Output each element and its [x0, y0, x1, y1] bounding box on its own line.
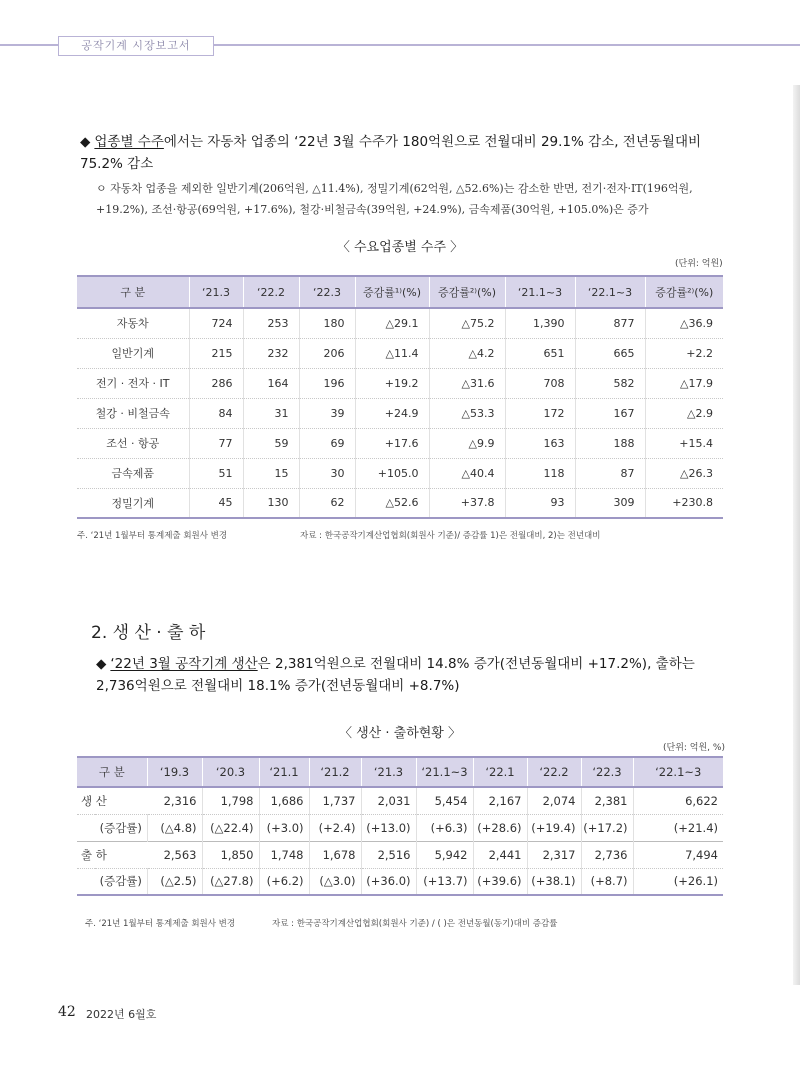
- table-cell: 30: [299, 458, 355, 488]
- table-cell: 77: [189, 428, 243, 458]
- production-header-cell: ‘22.1: [473, 757, 527, 787]
- table-cell: △29.1: [355, 308, 429, 338]
- demand-table-header-row: [77, 276, 723, 308]
- table-cell: (△2.5): [147, 868, 202, 895]
- table-cell: △2.9: [645, 398, 723, 428]
- table-cell: (+13.0): [361, 814, 416, 841]
- table-cell: △17.9: [645, 368, 723, 398]
- table-cell: (+6.3): [416, 814, 473, 841]
- table-cell: △36.9: [645, 308, 723, 338]
- table-cell: 1,686: [259, 787, 309, 814]
- production-table-title: 〈 생산 · 출하현황 〉: [338, 726, 461, 741]
- table-row: [77, 428, 723, 458]
- table-cell: (+21.4): [633, 814, 723, 841]
- table-cell: 1,748: [259, 841, 309, 868]
- table-cell: (△4.8): [147, 814, 202, 841]
- table-cell: △40.4: [429, 458, 505, 488]
- table-cell: 7,494: [633, 841, 723, 868]
- table-cell: 2,167: [473, 787, 527, 814]
- production-header-cell: ‘21.3: [361, 757, 416, 787]
- table-cell: 1,678: [309, 841, 361, 868]
- table-cell: (+17.2): [581, 814, 633, 841]
- section-title: 2. 생 산 · 출 하: [91, 623, 206, 643]
- table-cell: 84: [189, 398, 243, 428]
- demand-header-cell: 증감률²⁾(%): [645, 276, 723, 308]
- table-cell: (+8.7): [581, 868, 633, 895]
- table-row: [77, 308, 723, 338]
- table-cell: 2,316: [147, 787, 202, 814]
- table-cell: 2,031: [361, 787, 416, 814]
- table-cell: △52.6: [355, 488, 429, 518]
- production-header-cell: ‘19.3: [147, 757, 202, 787]
- table-cell: 2,074: [527, 787, 581, 814]
- demand-header-cell: ‘22.3: [299, 276, 355, 308]
- demand-header-cell: ‘21.3: [189, 276, 243, 308]
- table-cell: (+28.6): [473, 814, 527, 841]
- table-cell: (+6.2): [259, 868, 309, 895]
- table-cell: (+39.6): [473, 868, 527, 895]
- production-header-cell: ‘21.1: [259, 757, 309, 787]
- table-cell: (+3.0): [259, 814, 309, 841]
- table-cell: 130: [243, 488, 299, 518]
- demand-note-right: 자료 : 한국공작기계산업협회(회원사 기준)/ 증감률 1)은 전월대비, 2)는 전년대비: [300, 531, 601, 541]
- table-cell: 665: [575, 338, 645, 368]
- table-cell: 118: [505, 458, 575, 488]
- production-table-unit: (단위: 억원, %): [663, 743, 725, 753]
- production-table-header-row: [77, 757, 723, 787]
- table-cell: 206: [299, 338, 355, 368]
- row-category-label: 생 산: [77, 787, 147, 814]
- table-cell: △53.3: [429, 398, 505, 428]
- table-cell: 59: [243, 428, 299, 458]
- table-cell: 196: [299, 368, 355, 398]
- table-cell: 172: [505, 398, 575, 428]
- table-cell: 2,317: [527, 841, 581, 868]
- production-header-cell: ‘22.1~3: [633, 757, 723, 787]
- table-cell: (+13.7): [416, 868, 473, 895]
- table-cell: 164: [243, 368, 299, 398]
- table-cell: △9.9: [429, 428, 505, 458]
- table-cell: 232: [243, 338, 299, 368]
- production-bullet-text: 은 2,381억원으로 전월대비 14.8% 증가(전년동월대비 +17.2%), 출하는 2,736억원으로 전월대비 18.1% 증가(전년동월대비 +8.7%): [96, 656, 695, 694]
- table-row: [77, 868, 723, 895]
- industry-name: 정밀기계: [77, 488, 189, 518]
- table-row: [77, 398, 723, 428]
- diamond-bullet-icon: ◆: [96, 656, 107, 672]
- table-cell: 93: [505, 488, 575, 518]
- table-cell: (△3.0): [309, 868, 361, 895]
- demand-table: [77, 275, 723, 519]
- demand-header-cell: 증감률²⁾(%): [429, 276, 505, 308]
- orders-sub-bullet: ㅇ 자동차 업종을 제외한 일반기계(206억원, △11.4%), 정밀기계(62억원, △52.6%)는 감소한 반면, 전기·전자·IT(196억원, +19.2%), 조선·항공(69억원, +17.6%), 철강·비철금속(39억원, +24.9%), 금속제품(30억원, +105.0%)은 증가: [96, 182, 693, 216]
- demand-note-left: 주. ‘21년 1월부터 통계제출 회원사 변경: [77, 531, 228, 541]
- issue-label: 2022년 6월호: [86, 1008, 157, 1021]
- production-header-cell: ‘21.1~3: [416, 757, 473, 787]
- orders-bullet: [80, 131, 740, 175]
- industry-name: 전기 · 전자 · IT: [77, 368, 189, 398]
- table-cell: 1,390: [505, 308, 575, 338]
- table-cell: 2,563: [147, 841, 202, 868]
- table-cell: 69: [299, 428, 355, 458]
- table-cell: 167: [575, 398, 645, 428]
- table-cell: 15: [243, 458, 299, 488]
- rate-label: (증감률): [95, 814, 147, 841]
- demand-table-unit: (단위: 억원): [675, 259, 723, 269]
- table-cell: 5,454: [416, 787, 473, 814]
- demand-table-title: 〈 수요업종별 수주 〉: [336, 240, 464, 255]
- demand-header-cell: ‘21.1~3: [505, 276, 575, 308]
- table-cell: (+36.0): [361, 868, 416, 895]
- running-header: 공작기계 시장보고서: [58, 36, 214, 56]
- production-header-cell: ‘21.2: [309, 757, 361, 787]
- table-cell: 188: [575, 428, 645, 458]
- table-cell: 62: [299, 488, 355, 518]
- table-row: [77, 841, 723, 868]
- table-cell: 253: [243, 308, 299, 338]
- spacer-cell: [77, 868, 95, 895]
- production-header-cell: 구 분: [77, 757, 147, 787]
- table-cell: 5,942: [416, 841, 473, 868]
- diamond-bullet-icon: ◆: [80, 134, 91, 150]
- table-cell: △75.2: [429, 308, 505, 338]
- orders-bullet-lead: 업종별 수주: [94, 134, 164, 150]
- table-row: [77, 338, 723, 368]
- table-cell: 582: [575, 368, 645, 398]
- production-header-cell: ‘22.3: [581, 757, 633, 787]
- table-cell: 2,736: [581, 841, 633, 868]
- table-cell: (+2.4): [309, 814, 361, 841]
- table-cell: 51: [189, 458, 243, 488]
- industry-name: 금속제품: [77, 458, 189, 488]
- table-cell: +230.8: [645, 488, 723, 518]
- orders-bullet-text: 에서는 자동차 업종의 ‘22년 3월 수주가 180억원으로 전월대비 29.1% 감소, 전년동월대비 75.2% 감소: [80, 134, 702, 172]
- table-cell: +24.9: [355, 398, 429, 428]
- table-cell: 724: [189, 308, 243, 338]
- table-cell: 708: [505, 368, 575, 398]
- production-bullet-lead: ‘22년 3월 공작기계 생산: [110, 656, 258, 672]
- production-note-left: 주. ‘21년 1월부터 통계제출 회원사 변경: [85, 919, 236, 929]
- table-cell: △31.6: [429, 368, 505, 398]
- table-cell: 2,441: [473, 841, 527, 868]
- demand-header-cell: 증감률¹⁾(%): [355, 276, 429, 308]
- table-cell: +105.0: [355, 458, 429, 488]
- table-row: [77, 458, 723, 488]
- table-cell: 6,622: [633, 787, 723, 814]
- table-row: [77, 488, 723, 518]
- page-number: 42: [58, 1004, 76, 1020]
- table-cell: +17.6: [355, 428, 429, 458]
- table-cell: 39: [299, 398, 355, 428]
- production-header-cell: ‘20.3: [202, 757, 259, 787]
- table-cell: (+38.1): [527, 868, 581, 895]
- table-cell: 87: [575, 458, 645, 488]
- table-row: [77, 814, 723, 841]
- table-cell: 1,850: [202, 841, 259, 868]
- page-edge-shadow: [793, 85, 800, 985]
- rate-label: (증감률): [95, 868, 147, 895]
- table-cell: △26.3: [645, 458, 723, 488]
- table-cell: 877: [575, 308, 645, 338]
- industry-name: 자동차: [77, 308, 189, 338]
- industry-name: 조선 · 항공: [77, 428, 189, 458]
- table-cell: (+19.4): [527, 814, 581, 841]
- table-cell: (△22.4): [202, 814, 259, 841]
- table-cell: 651: [505, 338, 575, 368]
- table-cell: △11.4: [355, 338, 429, 368]
- table-row: [77, 787, 723, 814]
- table-cell: 286: [189, 368, 243, 398]
- spacer-cell: [77, 814, 95, 841]
- demand-header-cell: ‘22.2: [243, 276, 299, 308]
- table-cell: +37.8: [429, 488, 505, 518]
- table-cell: (△27.8): [202, 868, 259, 895]
- table-cell: 45: [189, 488, 243, 518]
- demand-header-cell: 구 분: [77, 276, 189, 308]
- table-cell: 180: [299, 308, 355, 338]
- production-bullet: [96, 653, 726, 697]
- demand-header-cell: ‘22.1~3: [575, 276, 645, 308]
- table-cell: 163: [505, 428, 575, 458]
- table-cell: +2.2: [645, 338, 723, 368]
- table-cell: +15.4: [645, 428, 723, 458]
- table-cell: 2,381: [581, 787, 633, 814]
- industry-name: 일반기계: [77, 338, 189, 368]
- table-cell: 2,516: [361, 841, 416, 868]
- table-cell: 1,737: [309, 787, 361, 814]
- production-header-cell: ‘22.2: [527, 757, 581, 787]
- table-cell: (+26.1): [633, 868, 723, 895]
- table-cell: 1,798: [202, 787, 259, 814]
- production-note-right: 자료 : 한국공작기계산업협회(회원사 기준) / ( )은 전년동월(동기)대비 증감률: [272, 919, 558, 929]
- table-cell: 309: [575, 488, 645, 518]
- table-cell: 31: [243, 398, 299, 428]
- table-cell: 215: [189, 338, 243, 368]
- production-table: [77, 756, 723, 896]
- table-row: [77, 368, 723, 398]
- table-cell: +19.2: [355, 368, 429, 398]
- table-cell: △4.2: [429, 338, 505, 368]
- industry-name: 철강 · 비철금속: [77, 398, 189, 428]
- row-category-label: 출 하: [77, 841, 147, 868]
